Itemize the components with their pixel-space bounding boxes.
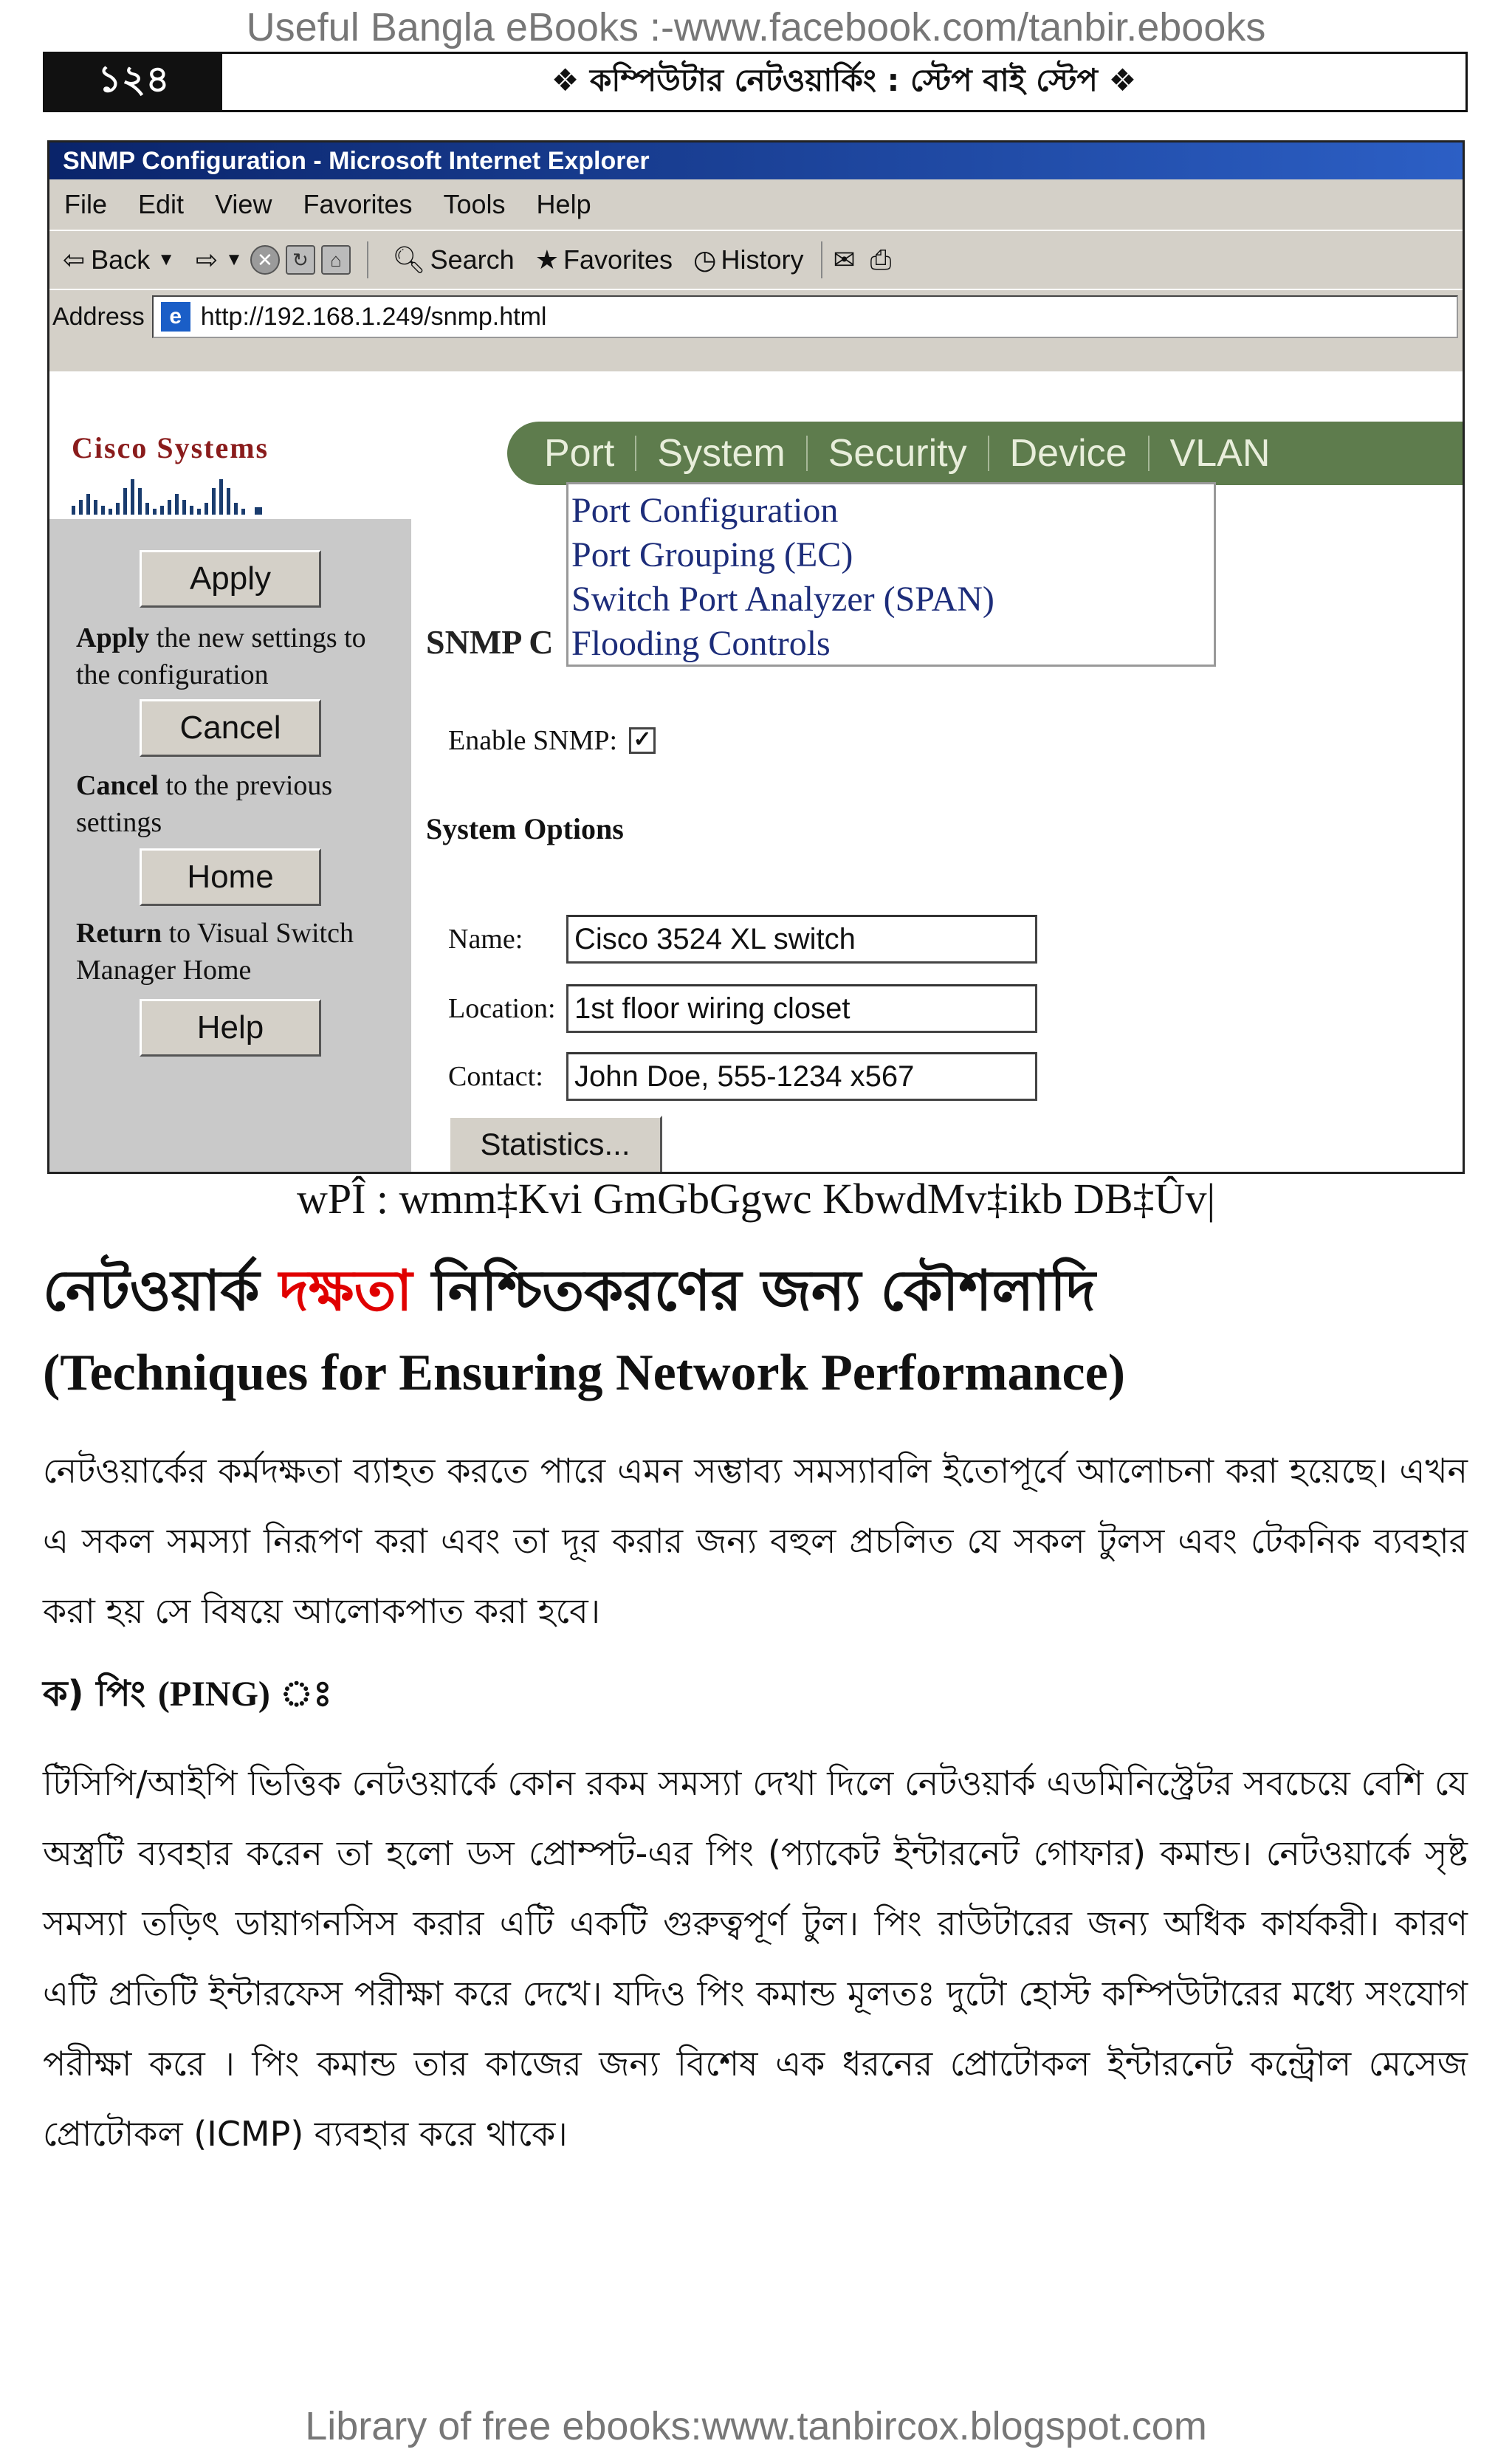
help-button[interactable]: Help [140, 999, 321, 1057]
search-icon: 🔍︎ [391, 244, 426, 275]
tab-port[interactable]: Port [544, 432, 615, 475]
home-icon[interactable]: ⌂ [321, 245, 351, 275]
menu-item-port-grouping[interactable]: Port Grouping (EC) [571, 535, 853, 574]
ping-heading-prefix: ক) পিং [43, 1673, 158, 1714]
ping-heading-english: (PING) [157, 1675, 270, 1714]
cisco-logo: Cisco Systems [72, 431, 269, 464]
tab-divider [806, 436, 808, 471]
menu-help[interactable]: Help [536, 189, 591, 219]
name-row [448, 915, 1037, 964]
heading-part-2: নিশ্চিতকরণের জন্য কৌশলাদি [412, 1257, 1096, 1323]
back-label: Back [91, 244, 151, 275]
top-watermark: Useful Bangla eBooks :-www.facebook.com/tanbir.ebooks [246, 5, 1266, 49]
address-url: http://192.168.1.249/snmp.html [200, 302, 547, 331]
ping-heading [43, 1667, 332, 1726]
system-options-heading: System Options [426, 812, 624, 845]
nav-tabs [507, 422, 1465, 485]
forward-button[interactable] [196, 244, 243, 275]
tab-device[interactable]: Device [1009, 432, 1127, 475]
history-label: History [721, 244, 804, 275]
menu-file[interactable]: File [64, 189, 108, 219]
print-icon[interactable]: ⎙ [870, 244, 892, 275]
cancel-button[interactable]: Cancel [140, 699, 321, 757]
page-header [43, 52, 1468, 112]
ie-screenshot [47, 140, 1465, 1174]
stop-icon[interactable]: ✕ [250, 245, 280, 275]
cancel-description [76, 767, 386, 841]
tab-divider [988, 436, 989, 471]
cancel-description-text: to the previous settings [76, 770, 333, 838]
page-number: ১২৪ [45, 54, 222, 110]
chevron-down-icon: ▼ [225, 250, 243, 269]
location-field[interactable]: 1st floor wiring closet [566, 984, 1037, 1033]
menu-edit[interactable]: Edit [138, 189, 185, 219]
port-dropdown-menu [566, 482, 1216, 667]
location-label: Location: [448, 993, 556, 1024]
menu-item-flooding-controls[interactable]: Flooding Controls [571, 624, 831, 663]
home-description-text: to Visual Switch Manager Home [76, 918, 354, 986]
home-description-bold: Return [76, 918, 162, 949]
tab-divider [1148, 436, 1150, 471]
toolbar-separator [367, 241, 368, 278]
bottom-watermark: Library of free ebooks:www.tanbircox.blogspot.com [305, 2404, 1207, 2448]
menu-favorites[interactable]: Favorites [303, 189, 413, 219]
back-arrow-icon: ⇦ [63, 244, 86, 275]
contact-row [448, 1052, 1037, 1101]
home-button[interactable]: Home [140, 848, 321, 906]
mail-icon[interactable]: ✉ [833, 244, 856, 275]
enable-snmp-label: Enable SNMP: [448, 725, 618, 756]
name-label: Name: [448, 924, 523, 955]
location-row [448, 984, 1037, 1033]
section-heading [43, 1248, 1096, 1342]
address-bar [49, 290, 1463, 343]
ie-page-icon: e [161, 302, 190, 332]
figure-caption: wPÎ : wmm‡Kvi GmGbGgwc KbwdMv‡ikb DB‡Ûv| [296, 1175, 1216, 1223]
favorites-icon: ★ [535, 244, 559, 275]
statistics-button[interactable]: Statistics... [448, 1116, 662, 1174]
tab-divider [635, 436, 636, 471]
address-input[interactable] [152, 295, 1458, 338]
enable-snmp-checkbox[interactable]: ✓ [629, 727, 656, 754]
ping-heading-suffix: ঃ [269, 1673, 332, 1714]
tab-security[interactable]: Security [828, 432, 967, 475]
paragraph-intro: নেটওয়ার্কের কর্মদক্ষতা ব্যাহত করতে পারে এমন সম্ভাব্য সমস্যাবলি ইতোপূর্বে আলোচনা করা হয়েছে। এখন এ সকল সমস্যা নিরূপণ করা এবং তা দূর করার জন্য বহুল প্রচলিত যে সকল টুলস এবং টেকনিক ব্যবহার করা হয় সে বিষয়ে আলোকপাত করা হবে। [43, 1451, 1468, 1631]
tab-vlan[interactable]: VLAN [1169, 432, 1271, 475]
address-label: Address [52, 302, 145, 331]
forward-arrow-icon: ⇨ [195, 244, 219, 275]
toolbar-separator [821, 241, 822, 278]
cancel-description-bold: Cancel [76, 770, 159, 801]
section-subheading: (Techniques for Ensuring Network Performance) [43, 1345, 1126, 1401]
menu-tools[interactable]: Tools [443, 189, 506, 219]
sidebar [49, 519, 411, 1172]
search-label: Search [430, 244, 515, 275]
running-title: ❖ কম্পিউটার নেটওয়ার্কিং : স্টেপ বাই স্টেপ ❖ [551, 61, 1137, 98]
apply-description [76, 619, 386, 693]
apply-button[interactable]: Apply [140, 550, 321, 608]
favorites-label: Favorites [563, 244, 673, 275]
back-button[interactable] [63, 244, 175, 275]
home-description [76, 915, 386, 989]
menu-item-span[interactable]: Switch Port Analyzer (SPAN) [571, 580, 994, 619]
menu-item-port-configuration[interactable]: Port Configuration [571, 491, 839, 530]
contact-label: Contact: [448, 1061, 543, 1092]
web-page [49, 371, 1463, 1172]
paragraph-ping: টিসিপি/আইপি ভিত্তিক নেটওয়ার্কে কোন রকম সমস্যা দেখা দিলে নেটওয়ার্ক এডমিনিস্ট্রেটর সবচেয়ে বেশি যে অস্ত্রটি ব্যবহার করেন তা হলো ডস প্রোম্পট-এর পিং (প্যাকেট ইন্টারনেট গোফার) কমান্ড। নেটওয়ার্কে সৃষ্ট সমস্যা তড়িৎ ডায়াগনসিস করার এটি একটি গুরুত্বপূর্ণ টুল। পিং রাউটারের জন্য অধিক কার্যকরী। কারণ এটি প্রতিটি ইন্টারফেস পরীক্ষা করে দেখে। যদিও পিং কমান্ড মূলতঃ দুটো হোস্ট কম্পিউটারের মধ্যে সংযোগ পরীক্ষা করে । পিং কমান্ড তার কাজের জন্য বিশেষ এক ধরনের প্রোটোকল ইন্টারনেট কন্ট্রোল মেসেজ প্রোটোকল (ICMP) ব্যবহার করে থাকে। [43, 1763, 1468, 2154]
history-icon: ◷ [693, 244, 717, 275]
name-field[interactable]: Cisco 3524 XL switch [566, 915, 1037, 964]
heading-part-1: নেটওয়ার্ক [43, 1257, 279, 1323]
toolbar [49, 231, 1463, 290]
search-button[interactable] [392, 244, 515, 275]
menu-bar [49, 179, 1463, 231]
snmp-heading: SNMP C [426, 623, 554, 661]
apply-description-bold: Apply [76, 622, 150, 653]
window-title: SNMP Configuration - Microsoft Internet Explorer [49, 143, 1463, 179]
tab-system[interactable]: System [657, 432, 786, 475]
cisco-bars-logo [72, 470, 271, 515]
contact-field[interactable]: John Doe, 555-1234 x567 [566, 1052, 1037, 1101]
refresh-icon[interactable]: ↻ [286, 245, 315, 275]
heading-accent: দক্ষতা [278, 1257, 413, 1323]
apply-description-text: the new settings to the configuration [76, 622, 366, 690]
favorites-button[interactable] [535, 244, 673, 275]
chevron-down-icon: ▼ [157, 250, 175, 269]
enable-snmp-row [448, 724, 656, 757]
history-button[interactable] [693, 244, 803, 275]
menu-view[interactable]: View [215, 189, 272, 219]
